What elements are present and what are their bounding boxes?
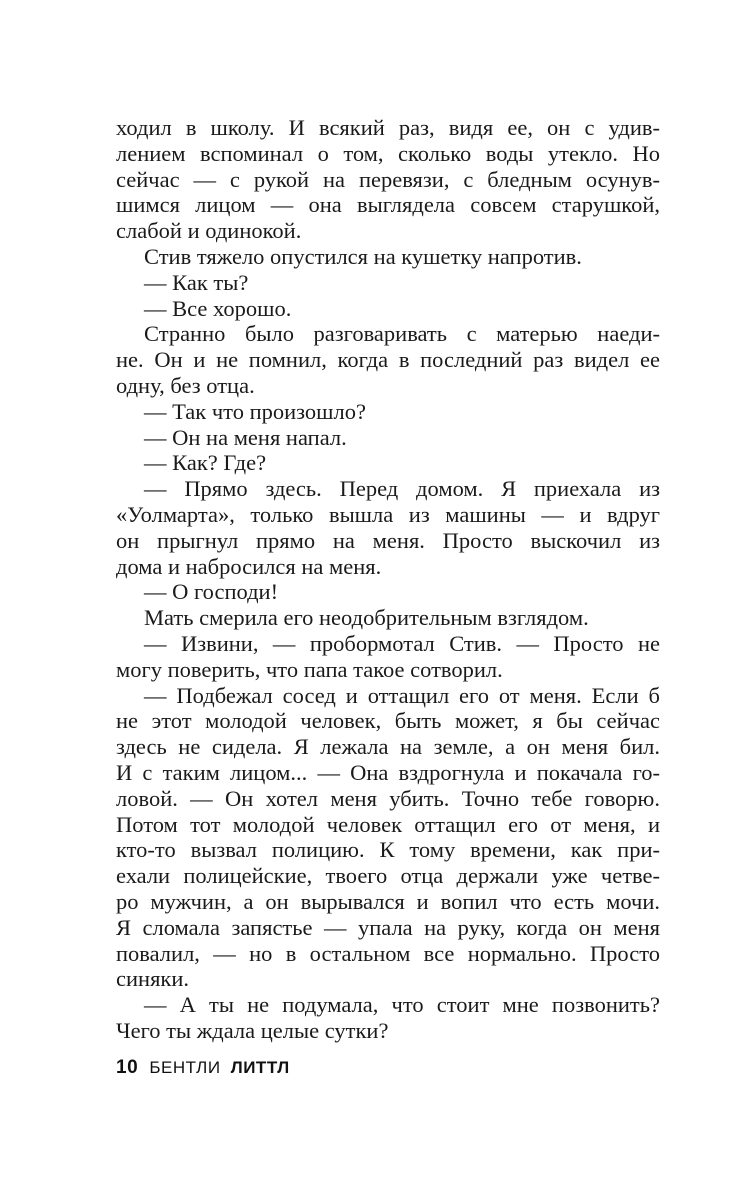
text-line: не. Он и не помнил, когда в последний раз видел ее	[116, 347, 660, 373]
paragraph	[116, 321, 660, 398]
text-line: повалил, — но в остальном все нормально. Просто	[116, 940, 660, 966]
paragraph	[116, 605, 660, 631]
text-line: Я сломала запястье — упала на руку, когда он меня	[116, 914, 660, 940]
text-line: — Подбежал сосед и оттащил его от меня. Если б	[144, 682, 660, 708]
text-line: — Прямо здесь. Перед домом. Я приехала из	[144, 476, 660, 502]
text-line: шимся лицом — она выглядела совсем старушкой,	[116, 192, 660, 218]
text-line: — Так что произошло?	[144, 398, 366, 424]
text-line: Мать смерила его неодобрительным взглядом.	[144, 605, 589, 631]
paragraph	[116, 115, 660, 244]
text-line: кто-то вызвал полицию. К тому времени, как при-	[116, 837, 660, 863]
paragraph	[116, 476, 660, 579]
paragraph	[116, 270, 660, 296]
text-line: — Все хорошо.	[144, 295, 292, 321]
text-line: Странно было разговаривать с матерью наеди-	[144, 321, 660, 347]
text-line: И с таким лицом... — Она вздрогнула и покачала го-	[116, 759, 660, 785]
paragraph	[116, 399, 660, 425]
text-line: — Как ты?	[144, 269, 249, 295]
text-line: могу поверить, что папа такое сотворил.	[116, 656, 503, 682]
page-footer	[116, 1057, 290, 1079]
text-line: ро мужчин, а он вырывался и вопил что есть мочи.	[116, 888, 660, 914]
author-first-name: БЕНТЛИ	[149, 1058, 221, 1077]
text-line: Потом тот молодой человек оттащил его от меня, и	[116, 811, 660, 837]
author-last-name: ЛИТТЛ	[230, 1058, 290, 1077]
text-line: ходил в школу. И всякий раз, видя ее, он с удив-	[116, 115, 660, 140]
text-line: — О господи!	[144, 579, 279, 605]
text-line: «Уолмарта», только вышла из машины — и вдруг	[116, 501, 660, 527]
paragraph	[116, 579, 660, 605]
text-line: не этот молодой человек, быть может, я бы сейчас	[116, 708, 660, 734]
text-line: синяки.	[116, 966, 190, 992]
paragraph	[116, 244, 660, 270]
text-line: одну, без отца.	[116, 372, 255, 398]
text-line: — Как? Где?	[144, 450, 267, 476]
text-line: ехали полицейские, твоего отца держали уже четве-	[116, 863, 660, 889]
text-line: здесь не сидела. Я лежала на земле, а он меня бил.	[116, 734, 660, 760]
text-line: ловой. — Он хотел меня убить. Точно тебе говорю.	[116, 785, 660, 811]
text-line: он прыгнул прямо на меня. Просто выскочил из	[116, 527, 660, 553]
text-line: дома и набросился на меня.	[116, 553, 382, 579]
paragraph	[116, 631, 660, 683]
text-line: — А ты не подумала, что стоит мне позвонить?	[144, 992, 660, 1018]
text-line: — Он на меня напал.	[144, 424, 347, 450]
paragraph	[116, 992, 660, 1044]
paragraph	[116, 450, 660, 476]
page-number: 10	[116, 1057, 139, 1078]
text-line: Чего ты ждала целые сутки?	[116, 1017, 389, 1043]
text-line: Стив тяжело опустился на кушетку напротив.	[144, 243, 582, 269]
paragraph	[116, 425, 660, 451]
text-line: слабой и одинокой.	[116, 218, 302, 244]
text-line: лением вспоминал о том, сколько воды утекло. Но	[116, 140, 660, 166]
page-body	[116, 115, 660, 1044]
paragraph	[116, 296, 660, 322]
text-line: — Извини, — пробормотал Стив. — Просто не	[144, 630, 660, 656]
paragraph	[116, 683, 660, 993]
text-line: сейчас — с рукой на перевязи, с бледным осунув-	[116, 166, 660, 192]
